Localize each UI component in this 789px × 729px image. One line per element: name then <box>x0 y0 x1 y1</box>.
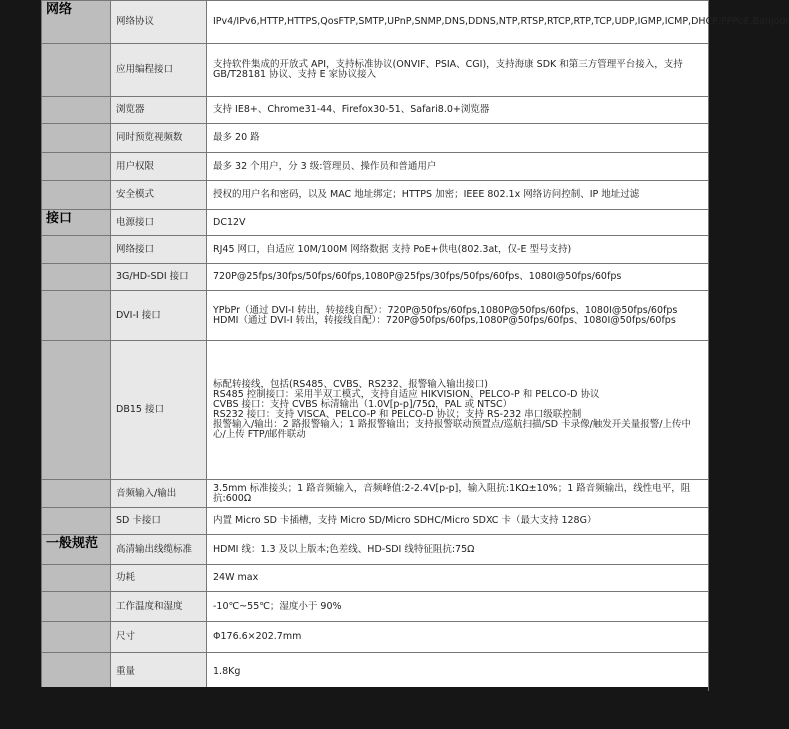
category-cell <box>42 264 111 291</box>
category-network: 网络 <box>42 1 111 44</box>
spec-item: 浏览器 <box>111 97 207 124</box>
spec-value: 授权的用户名和密码，以及 MAC 地址绑定；HTTPS 加密；IEEE 802.1x 网络访问控制、IP 地址过滤 <box>207 181 709 210</box>
spec-item: 尺寸 <box>111 622 207 653</box>
spec-value: 最多 20 路 <box>207 124 709 153</box>
spec-item: 功耗 <box>111 565 207 592</box>
table-row <box>42 124 709 153</box>
table-row <box>42 341 709 480</box>
spec-item: 应用编程接口 <box>111 44 207 97</box>
spec-value: 支持 IE8+、Chrome31-44、Firefox30-51、Safari8.0+浏览器 <box>207 97 709 124</box>
spec-item: 3G/HD-SDI 接口 <box>111 264 207 291</box>
table-row <box>42 622 709 653</box>
spec-value: 1.8Kg <box>207 653 709 691</box>
spec-sheet <box>41 0 789 691</box>
category-cell <box>42 291 111 341</box>
spec-value: 24W max <box>207 565 709 592</box>
spec-item: 工作温度和湿度 <box>111 592 207 622</box>
category-cell <box>42 153 111 181</box>
category-cell <box>42 565 111 592</box>
spec-value: HDMI 线：1.3 及以上版本;色差线、HD-SDI 线特征阻抗:75Ω <box>207 535 709 565</box>
table-row <box>42 508 709 535</box>
spec-item: DB15 接口 <box>111 341 207 480</box>
spec-value: RJ45 网口，自适应 10M/100M 网络数据 支持 PoE+供电(802.3at，仅-E 型号支持) <box>207 236 709 264</box>
table-row <box>42 653 709 691</box>
category-interface: 接口 <box>42 210 111 236</box>
category-cell <box>42 44 111 97</box>
table-row <box>42 565 709 592</box>
spec-value: 内置 Micro SD 卡插槽，支持 Micro SD/Micro SDHC/Micro SDXC 卡（最大支持 128G） <box>207 508 709 535</box>
spec-value: YPbPr（通过 DVI-I 转出，转接线自配）：720P@50fps/60fps,1080P@50fps/60fps、1080I@50fps/60fps HDMI（通过 DVI-I 转出，转接线自配）：720P@50fps/60fps,1080P@50fps/60fps、1080I@50fps/60fps <box>207 291 709 341</box>
table-row <box>42 210 709 236</box>
table-row <box>42 535 709 565</box>
spec-item: 重量 <box>111 653 207 691</box>
page-bottom-margin <box>41 687 708 729</box>
table-row <box>42 264 709 291</box>
spec-value: -10℃~55℃；湿度小于 90% <box>207 592 709 622</box>
category-cell <box>42 592 111 622</box>
spec-item: 音频输入/输出 <box>111 480 207 508</box>
spec-item: 网络协议 <box>111 1 207 44</box>
table-row <box>42 44 709 97</box>
spec-item: SD 卡接口 <box>111 508 207 535</box>
category-cell <box>42 508 111 535</box>
category-cell <box>42 97 111 124</box>
spec-item: 同时预览视频数 <box>111 124 207 153</box>
spec-item: 电源接口 <box>111 210 207 236</box>
category-cell <box>42 653 111 691</box>
spec-value: Φ176.6×202.7mm <box>207 622 709 653</box>
spec-item: 安全模式 <box>111 181 207 210</box>
table-row <box>42 97 709 124</box>
category-cell <box>42 124 111 153</box>
table-row <box>42 1 709 44</box>
spec-item: 高清输出线缆标准 <box>111 535 207 565</box>
spec-table <box>41 0 789 691</box>
category-cell <box>42 236 111 264</box>
spec-value: 最多 32 个用户，分 3 级:管理员、操作员和普通用户 <box>207 153 709 181</box>
category-cell <box>42 181 111 210</box>
spec-value: 标配转接线，包括(RS485、CVBS、RS232、报警输入输出接口) RS485 控制接口：采用半双工模式，支持自适应 HIKVISION、PELCO-P 和 PELCO-D 协议 CVBS 接口：支持 CVBS 标清输出（1.0V[p-p]/75Ω，PAL 或 NTSC） RS232 接口：支持 VISCA、PELCO-P 和 PELCO-D 协议；支持 RS-232 串口级联控制 报警输入/输出：2 路报警输入；1 路报警输出；支持报警联动预置点/巡航扫描/SD 卡录像/触发开关量报警/上传中心/上传 FTP/邮件联动 <box>207 341 709 480</box>
spec-value: 720P@25fps/30fps/50fps/60fps,1080P@25fps/30fps/50fps/60fps、1080I@50fps/60fps <box>207 264 709 291</box>
spec-item: DVI-I 接口 <box>111 291 207 341</box>
table-row <box>42 236 709 264</box>
spec-value: DC12V <box>207 210 709 236</box>
category-cell <box>42 480 111 508</box>
spec-value: 支持软件集成的开放式 API，支持标准协议(ONVIF、PSIA、CGI)，支持海康 SDK 和第三方管理平台接入，支持 GB/T28181 协议、支持 E 家协议接入 <box>207 44 709 97</box>
table-row <box>42 181 709 210</box>
table-row <box>42 480 709 508</box>
category-general: 一般规范 <box>42 535 111 565</box>
spec-item: 网络接口 <box>111 236 207 264</box>
table-row <box>42 291 709 341</box>
spec-value: 3.5mm 标准接头；1 路音频输入，音频峰值:2-2.4V[p-p]，输入阻抗:1KΩ±10%；1 路音频输出，线性电平，阻抗:600Ω <box>207 480 709 508</box>
spec-value: IPv4/IPv6,HTTP,HTTPS,QosFTP,SMTP,UPnP,SNMP,DNS,DDNS,NTP,RTSP,RTCP,RTP,TCP,UDP,IGMP,ICMP,DHCP,PPPoE,Bonjour <box>207 1 709 44</box>
category-cell <box>42 622 111 653</box>
table-row <box>42 592 709 622</box>
spec-item: 用户权限 <box>111 153 207 181</box>
category-cell <box>42 341 111 480</box>
table-row <box>42 153 709 181</box>
